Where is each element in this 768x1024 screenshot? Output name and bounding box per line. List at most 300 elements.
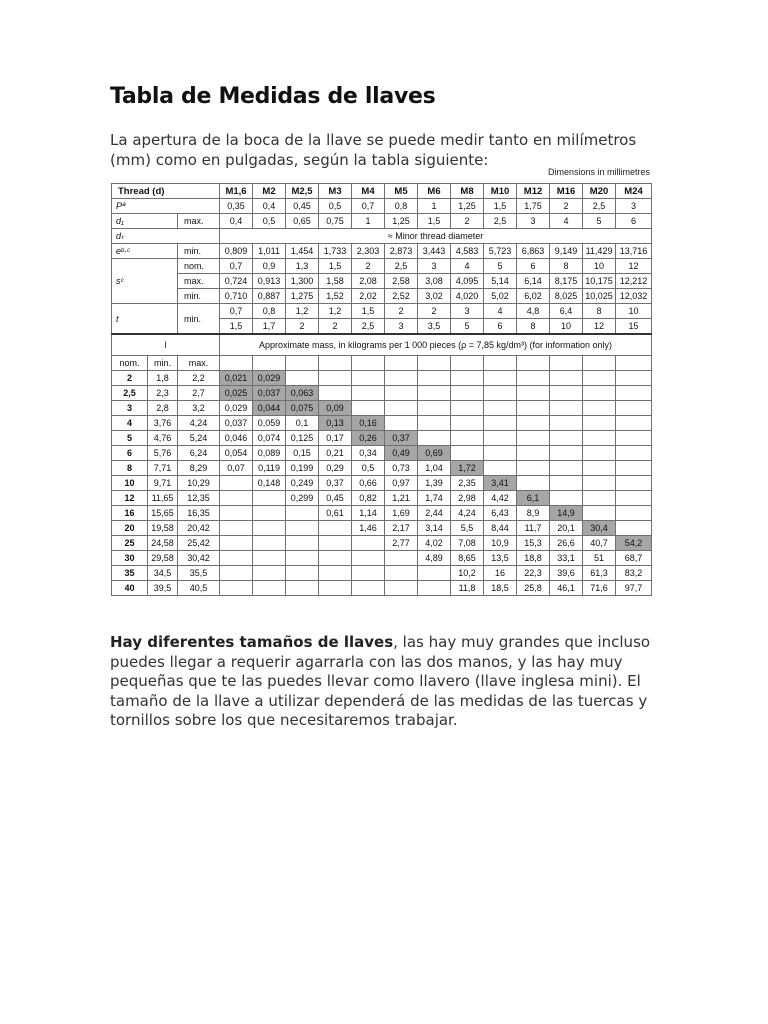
mass-value [517,476,550,491]
table-cell: 6,14 [517,274,550,289]
table-cell: 1,275 [286,289,319,304]
table-cell: 0,724 [220,274,253,289]
mass-min: 15,65 [148,506,178,521]
mass-row [112,491,652,506]
mass-value: 0,07 [220,461,253,476]
mass-value [517,416,550,431]
mass-value [319,371,352,386]
mass-value: 0,063 [286,386,319,401]
table-cell: 1,2 [286,304,319,319]
mass-value [286,536,319,551]
mass-row [112,401,652,416]
mass-row [112,521,652,536]
mass-nom: 3 [112,401,148,416]
mass-value: 1,69 [385,506,418,521]
table-cell: 2,5 [484,214,517,229]
mass-value [220,491,253,506]
mass-value [484,431,517,446]
mass-value [385,401,418,416]
mass-nom: 8 [112,461,148,476]
mass-value: 51 [583,551,616,566]
mass-value [385,581,418,596]
mass-value: 33,1 [550,551,583,566]
mass-value: 0,37 [385,431,418,446]
table-cell: 4,583 [451,244,484,259]
mass-value: 0,82 [352,491,385,506]
mass-row [112,431,652,446]
mass-row [112,536,652,551]
mass-value: 0,044 [253,401,286,416]
mass-value [220,566,253,581]
mass-value: 25,8 [517,581,550,596]
table-cell: 5 [484,259,517,274]
table-cell [220,356,253,371]
mass-value [451,431,484,446]
mass-value [319,536,352,551]
table-cell: 13,716 [616,244,652,259]
mass-value [418,371,451,386]
mass-min: 19,58 [148,521,178,536]
mass-value: 20,1 [550,521,583,536]
mass-max: 5,24 [178,431,220,446]
table-cell: 12 [616,259,652,274]
table-row-t [112,304,652,319]
mass-value [550,491,583,506]
table-cell: 1,2 [319,304,352,319]
mass-value [550,401,583,416]
mass-value: 1,14 [352,506,385,521]
table-cell: 1,7 [253,319,286,335]
table-cell [451,356,484,371]
table-cell: 8,025 [550,289,583,304]
mass-nom: 6 [112,446,148,461]
row-note: ≈ Minor thread diameter [220,229,652,244]
table-cell: 1,75 [517,199,550,214]
table-cell: 4,8 [517,304,550,319]
mass-value: 10,9 [484,536,517,551]
mass-value: 0,037 [220,416,253,431]
table-cell: 0,7 [220,304,253,319]
table-cell: 2,5 [385,259,418,274]
mass-note: Approximate mass, in kilograms per 1 000 pieces (ρ = 7,85 kg/dm³) (for information only) [220,334,652,356]
mass-value: 1,04 [418,461,451,476]
mass-value: 0,26 [352,431,385,446]
mass-row [112,506,652,521]
mass-value [286,371,319,386]
mass-value [616,476,652,491]
table-cell [583,356,616,371]
mass-value: 0,059 [253,416,286,431]
column-header: M8 [451,184,484,199]
mass-value [616,521,652,536]
column-header: M5 [385,184,418,199]
mass-value [616,371,652,386]
row-qualifier: min. [178,289,220,304]
mass-min: 34,5 [148,566,178,581]
mass-max: 25,42 [178,536,220,551]
table-cell: 2,02 [352,289,385,304]
table-cell: 6,02 [517,289,550,304]
mass-value: 0,046 [220,431,253,446]
mass-value [352,401,385,416]
mass-value: 13,5 [484,551,517,566]
thread-table-wrapper [111,183,652,596]
mass-value: 8,44 [484,521,517,536]
mass-value: 0,119 [253,461,286,476]
mass-subheader: nom. [112,356,148,371]
table-cell: 2,52 [385,289,418,304]
table-cell [385,356,418,371]
mass-value [517,371,550,386]
mass-min: 1,8 [148,371,178,386]
table-cell: 2,5 [352,319,385,335]
table-cell: 12 [583,319,616,335]
table-cell: 2 [418,304,451,319]
mass-value [550,461,583,476]
table-row-p [112,199,652,214]
mass-value: 4,89 [418,551,451,566]
mass-min: 9,71 [148,476,178,491]
mass-value: 11,7 [517,521,550,536]
table-cell: 3,5 [418,319,451,335]
mass-value [220,476,253,491]
table-cell: 12,212 [616,274,652,289]
table-cell: 12,032 [616,289,652,304]
mass-value: 2,35 [451,476,484,491]
mass-value: 0,61 [319,506,352,521]
mass-value [451,371,484,386]
mass-nom: 2 [112,371,148,386]
mass-value [220,551,253,566]
mass-value [385,371,418,386]
table-cell: 3,02 [418,289,451,304]
mass-value: 0,34 [352,446,385,461]
table-cell: 2 [385,304,418,319]
table-cell: 1,3 [286,259,319,274]
mass-nom: 10 [112,476,148,491]
mass-min: 7,71 [148,461,178,476]
mass-value [484,371,517,386]
table-cell: 0,65 [286,214,319,229]
mass-value [517,386,550,401]
table-cell [352,356,385,371]
mass-value: 0,021 [220,371,253,386]
row-qualifier: max. [178,274,220,289]
mass-row [112,371,652,386]
mass-value [220,521,253,536]
row-label: Pª [112,199,220,214]
mass-value [385,566,418,581]
row-qualifier [178,304,220,335]
mass-value: 18,5 [484,581,517,596]
mass-value [286,551,319,566]
mass-max: 12,35 [178,491,220,506]
mass-value [550,446,583,461]
mass-row [112,446,652,461]
table-cell: 4 [451,259,484,274]
mass-max: 4,24 [178,416,220,431]
mass-value: 0,66 [352,476,385,491]
table-cell: 2 [550,199,583,214]
mass-value [484,446,517,461]
mass-nom: 25 [112,536,148,551]
mass-max: 20,42 [178,521,220,536]
mass-value: 0,5 [352,461,385,476]
mass-value [451,416,484,431]
mass-value [352,551,385,566]
table-cell: 11,429 [583,244,616,259]
table-cell: 1,52 [319,289,352,304]
mass-value: 0,49 [385,446,418,461]
table-cell: 6 [517,259,550,274]
mass-value [616,416,652,431]
mass-nom: 35 [112,566,148,581]
mass-value: 18,8 [517,551,550,566]
mass-value: 4,42 [484,491,517,506]
table-cell: 4,095 [451,274,484,289]
mass-value: 0,075 [286,401,319,416]
mass-value: 71,6 [583,581,616,596]
column-header: M10 [484,184,517,199]
row-qualifier: max. [178,214,220,229]
mass-value: 4,24 [451,506,484,521]
mass-value: 1,72 [451,461,484,476]
table-cell: 5 [451,319,484,335]
l-label: l [112,334,220,356]
column-header: M12 [517,184,550,199]
mass-value [286,581,319,596]
mass-value: 1,21 [385,491,418,506]
mass-subheader: max. [178,356,220,371]
column-header: M24 [616,184,652,199]
row-label: sᶜ [112,259,178,304]
mass-max: 8,29 [178,461,220,476]
mass-min: 39,5 [148,581,178,596]
mass-value: 26,6 [550,536,583,551]
column-header: M2 [253,184,286,199]
mass-value: 0,09 [319,401,352,416]
mass-nom: 30 [112,551,148,566]
mass-value [220,506,253,521]
mass-min: 24,58 [148,536,178,551]
table-cell: 0,75 [319,214,352,229]
mass-value [583,386,616,401]
mass-value [550,476,583,491]
mass-value [385,416,418,431]
table-cell: 0,8 [253,304,286,319]
mass-header-row [112,334,652,356]
mass-value [583,416,616,431]
table-cell: 10 [616,304,652,319]
table-cell: 6 [616,214,652,229]
mass-value [616,506,652,521]
mass-max: 30,42 [178,551,220,566]
column-header: M3 [319,184,352,199]
table-cell: 3 [385,319,418,335]
mass-value [418,401,451,416]
mass-value [616,461,652,476]
mass-value: 0,125 [286,431,319,446]
mass-value: 0,089 [253,446,286,461]
mass-value: 14,9 [550,506,583,521]
mass-value: 16 [484,566,517,581]
mass-min: 11,65 [148,491,178,506]
mass-value [517,446,550,461]
mass-value: 0,45 [319,491,352,506]
mass-min: 29,58 [148,551,178,566]
table-cell: 1 [352,214,385,229]
table-cell: 1,25 [451,199,484,214]
mass-value [352,371,385,386]
mass-nom: 4 [112,416,148,431]
table-cell: 5,02 [484,289,517,304]
table-cell: 2 [286,319,319,335]
table-cell: 2 [352,259,385,274]
mass-value: 7,08 [451,536,484,551]
body-paragraph-bold: Hay diferentes tamaños de llaves [110,633,394,651]
mass-value: 8,65 [451,551,484,566]
mass-nom: 16 [112,506,148,521]
mass-row [112,476,652,491]
mass-value: 0,249 [286,476,319,491]
thread-dimensions-table [111,183,652,596]
mass-value [220,581,253,596]
mass-value [451,446,484,461]
table-cell [550,356,583,371]
mass-min: 2,8 [148,401,178,416]
table-cell: 0,8 [385,199,418,214]
mass-nom: 20 [112,521,148,536]
mass-value: 3,41 [484,476,517,491]
mass-value [484,401,517,416]
mass-max: 6,24 [178,446,220,461]
table-cell: 6 [484,319,517,335]
mass-max: 2,2 [178,371,220,386]
mass-value: 0,69 [418,446,451,461]
row-qualifier: nom. [178,259,220,274]
mass-nom: 5 [112,431,148,446]
table-cell: 0,45 [286,199,319,214]
mass-value: 54,2 [616,536,652,551]
mass-value: 6,43 [484,506,517,521]
mass-value: 39,6 [550,566,583,581]
mass-value [418,566,451,581]
mass-value [583,491,616,506]
mass-row [112,581,652,596]
mass-value: 83,2 [616,566,652,581]
table-cell: 1,25 [385,214,418,229]
table-cell: 0,9 [253,259,286,274]
mass-value: 10,2 [451,566,484,581]
table-cell: 1,454 [286,244,319,259]
thread-table-body [112,184,652,596]
mass-min: 2,3 [148,386,178,401]
mass-row [112,566,652,581]
mass-value: 5,5 [451,521,484,536]
mass-value [451,386,484,401]
mass-value [517,461,550,476]
mass-value: 2,98 [451,491,484,506]
table-row-s [112,289,652,304]
mass-value: 11,8 [451,581,484,596]
table-cell [517,356,550,371]
table-row-dt [112,229,652,244]
row-label: dₜ [112,229,220,244]
mass-value [319,581,352,596]
mass-value [550,431,583,446]
table-caption: Dimensions in millimetres [547,167,650,177]
table-cell: 5,14 [484,274,517,289]
intro-paragraph: La apertura de la boca de la llave se puede medir tanto en milímetros (mm) como en pulgadas, según la tabla siguiente: [110,131,637,169]
mass-value: 68,7 [616,551,652,566]
table-cell [253,356,286,371]
mass-value: 0,299 [286,491,319,506]
mass-max: 35,5 [178,566,220,581]
table-cell: 2 [319,319,352,335]
table-cell: 0,710 [220,289,253,304]
mass-value [583,446,616,461]
mass-value: 15,3 [517,536,550,551]
mass-value [385,386,418,401]
column-header: M1,6 [220,184,253,199]
column-header: M20 [583,184,616,199]
mass-value [319,386,352,401]
mass-value: 0,73 [385,461,418,476]
mass-value [583,401,616,416]
table-cell: 0,5 [319,199,352,214]
mass-value [517,431,550,446]
mass-value: 30,4 [583,521,616,536]
mass-row [112,551,652,566]
mass-value [616,401,652,416]
mass-value [253,491,286,506]
mass-value [583,461,616,476]
mass-value [319,521,352,536]
table-cell: 3 [451,304,484,319]
mass-value: 0,029 [253,371,286,386]
table-cell: 3 [517,214,550,229]
mass-value [253,551,286,566]
table-cell: 8 [583,304,616,319]
mass-value [583,476,616,491]
mass-value [583,506,616,521]
mass-nom: 40 [112,581,148,596]
table-cell: 1,5 [418,214,451,229]
table-cell [616,356,652,371]
mass-max: 2,7 [178,386,220,401]
table-cell: 10 [550,319,583,335]
mass-nom: 12 [112,491,148,506]
mass-value: 0,13 [319,416,352,431]
table-cell [418,356,451,371]
mass-row [112,461,652,476]
mass-row [112,386,652,401]
table-cell: 2,303 [352,244,385,259]
table-cell: 1,733 [319,244,352,259]
table-row-e [112,244,652,259]
table-cell: 1,58 [319,274,352,289]
mass-value [253,506,286,521]
mass-value: 0,148 [253,476,286,491]
table-cell: 10,025 [583,289,616,304]
mass-value [616,446,652,461]
body-paragraph [110,633,655,731]
mass-value: 61,3 [583,566,616,581]
table-cell: 1,5 [484,199,517,214]
table-cell: 5,723 [484,244,517,259]
table-cell: 15 [616,319,652,335]
mass-value [253,521,286,536]
